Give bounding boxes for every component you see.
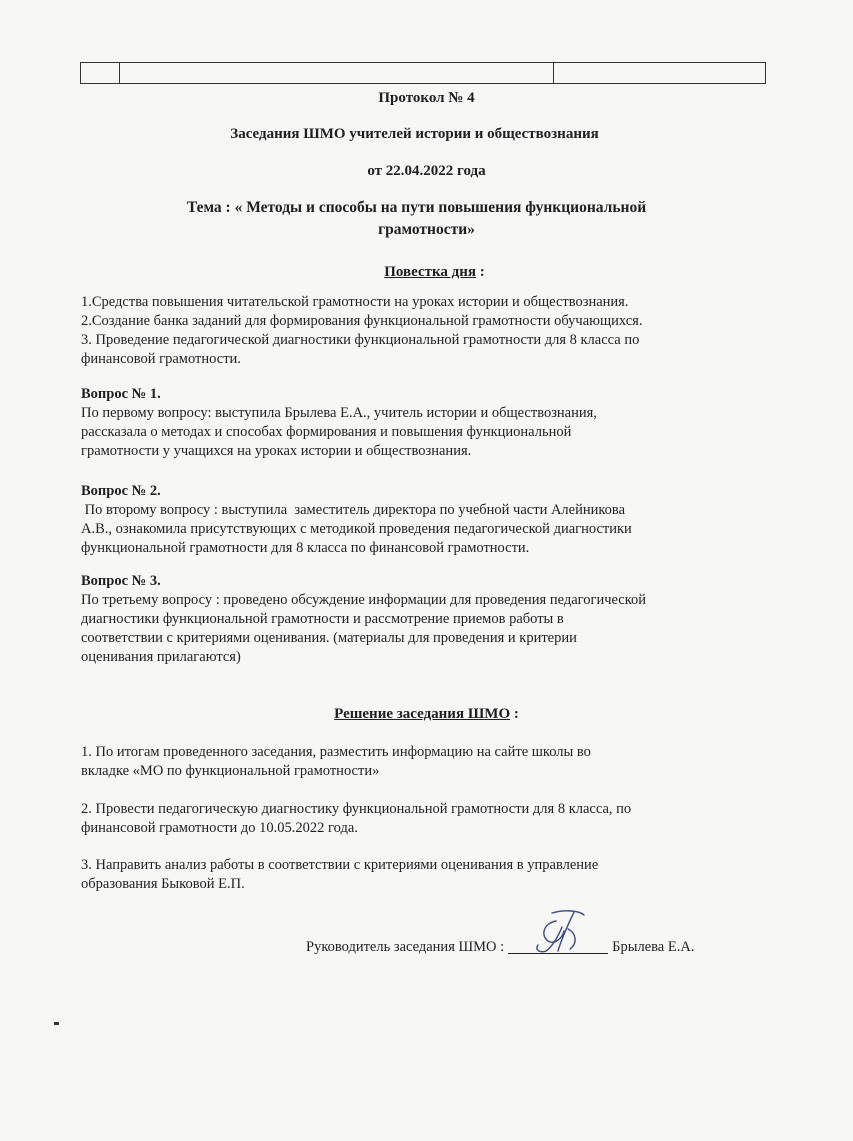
header-table <box>80 62 766 84</box>
decision-line: образования Быковой Е.П. <box>81 876 245 892</box>
question-1 <box>81 385 771 461</box>
agenda-heading <box>8 262 853 282</box>
decision-heading <box>0 704 853 724</box>
agenda-heading-suffix: : <box>476 264 485 280</box>
theme-line-1: Тема : « Методы и способы на пути повышения функциональной <box>186 199 647 216</box>
question-heading: Вопрос № 2. <box>81 483 161 499</box>
handwritten-signature <box>522 907 592 955</box>
scan-speck <box>54 1022 59 1025</box>
question-line: По третьему вопросу : проведено обсуждение информации для проведения педагогической <box>81 592 647 608</box>
meeting-subtitle: Заседания ШМО учителей истории и обществознания <box>230 126 599 142</box>
question-line: оценивания прилагаются) <box>81 649 241 665</box>
signature-label: Руководитель заседания ШМО : <box>306 939 505 955</box>
agenda-item: 1.Средства повышения читательской грамотности на уроках истории и обществознания. <box>81 294 629 310</box>
question-heading: Вопрос № 3. <box>81 573 161 589</box>
question-line: А.В., ознакомила присутствующих с методикой проведения педагогической диагностики <box>81 521 632 537</box>
decision-line: 1. По итогам проведенного заседания, разместить информацию на сайте школы во <box>81 744 591 760</box>
meeting-date: от 22.04.2022 года <box>367 163 486 179</box>
decision-item-2 <box>81 800 771 838</box>
question-line: диагностики функциональной грамотности и рассмотрение приемов работы в <box>81 611 564 627</box>
question-2 <box>81 482 771 558</box>
decision-item-1 <box>81 743 771 781</box>
header-table-cell <box>81 63 120 83</box>
agenda-item: 3. Проведение педагогической диагностики функциональной грамотности для 8 класса по <box>81 332 640 348</box>
protocol-title: Протокол № 4 <box>378 90 475 106</box>
agenda-heading-text: Повестка дня <box>384 264 477 280</box>
question-heading: Вопрос № 1. <box>81 386 161 402</box>
question-line: По первому вопросу: выступила Брылева Е.А., учитель истории и обществознания, <box>81 405 597 421</box>
agenda-item: финансовой грамотности. <box>81 351 241 367</box>
question-line: грамотности у учащихся на уроках истории и обществознания. <box>81 443 472 459</box>
header-table-cell <box>120 63 554 83</box>
decision-line: 3. Направить анализ работы в соответствии с критериями оценивания в управление <box>81 857 599 873</box>
signature-line <box>508 939 608 954</box>
question-line: рассказала о методах и способах формирования и повышения функциональной <box>81 424 572 440</box>
decision-heading-text: Решение заседания ШМО <box>334 706 511 722</box>
signature-row <box>306 938 694 957</box>
question-line: соответствии с критериями оценивания. (материалы для проведения и критерии <box>81 630 577 646</box>
decision-heading-suffix: : <box>510 706 519 722</box>
agenda-item: 2.Создание банка заданий для формирования функциональной грамотности обучающихся. <box>81 313 643 329</box>
agenda-list <box>81 293 771 369</box>
header-table-cell <box>554 63 765 83</box>
signature-name: Брылева Е.А. <box>612 939 695 955</box>
question-line: функциональной грамотности для 8 класса по финансовой грамотности. <box>81 540 530 556</box>
question-line: По второму вопросу : выступила заместитель директора по учебной части Алейникова <box>81 502 626 518</box>
theme-line-2: грамотности» <box>378 221 475 238</box>
decision-line: вкладке «МО по функциональной грамотности» <box>81 763 380 779</box>
decision-item-3 <box>81 856 771 894</box>
decision-line: финансовой грамотности до 10.05.2022 года. <box>81 820 358 836</box>
question-3 <box>81 572 771 667</box>
decision-line: 2. Провести педагогическую диагностику функциональной грамотности для 8 класса, по <box>81 801 632 817</box>
